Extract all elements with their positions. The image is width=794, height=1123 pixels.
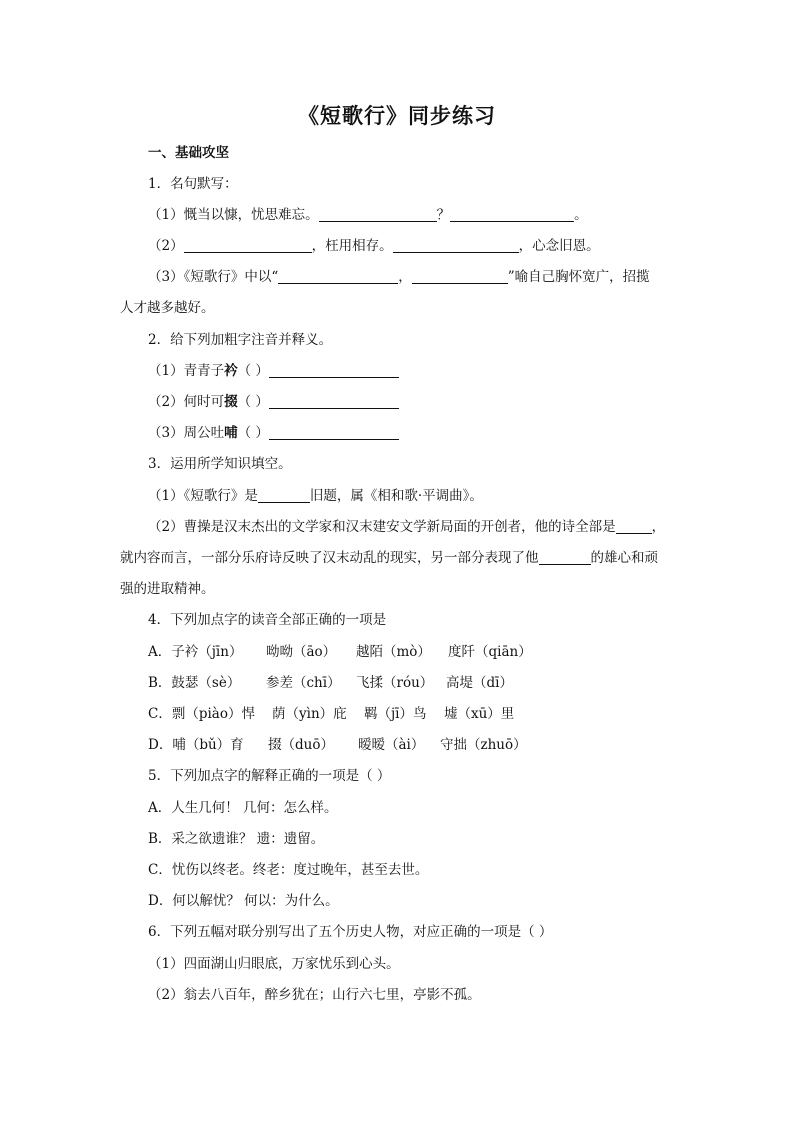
q4-stem: 4．下列加点字的读音全部正确的一项是 [148, 612, 387, 628]
q2-item-2: （2）何时可掇（ ） [148, 390, 794, 414]
q5-option-c: C．忧伤以终老。终老：度过晚年，甚至去世。 [148, 862, 429, 878]
page-title: 《短歌行》同步练习 [298, 103, 496, 128]
answer-blank[interactable] [258, 486, 310, 503]
q3-stem: 3．运用所学知识填空。 [148, 456, 292, 472]
q6-item-2: （2）翁去八百年，醉乡犹在；山行六七里，亭影不孤。 [148, 987, 481, 1003]
q4-option-d: D．哺（bǔ）育 掇（duō） 暧暧（ài） 守拙（zhuō） [148, 737, 527, 753]
q5-option-a: A．人生几何！ 几何：怎么样。 [148, 800, 338, 816]
q2-stem: 2．给下列加粗字注音并释义。 [148, 332, 333, 348]
section-heading: 一、基础攻坚 [148, 145, 229, 161]
answer-blank[interactable] [539, 548, 591, 565]
q3-item-2: （2）曹操是汉末杰出的文学家和汉末建安文学新局面的开创者，他的诗全部是 ， [148, 519, 666, 535]
answer-blank[interactable] [412, 267, 508, 284]
q1-item-1: （1）慨当以慷，忧思难忘。 ？ 。 [148, 207, 588, 223]
q4-option-a: A．子衿（jīn） 呦呦（āo） 越陌（mò） 度阡（qiān） [148, 644, 532, 660]
q3-item-2-line3: 强的进取精神。 [120, 581, 215, 597]
q1-item-2: （2） ，枉用相存。 ，心念旧恩。 [148, 238, 600, 254]
answer-blank[interactable] [616, 517, 652, 534]
q5-option-d: D．何以解忧？ 何以：为什么。 [148, 893, 339, 909]
answer-blank[interactable] [319, 205, 437, 222]
q3-item-2-line2: 就内容而言，一部分乐府诗反映了汉末动乱的现实，另一部分表现了他 的雄心和顽 [120, 550, 658, 566]
q6-item-1: （1）四面湖山归眼底，万家忧乐到心头。 [148, 956, 400, 972]
q1-item-3: （3）《短歌行》中以“ ， ”喻自己胸怀宽广，招揽 [148, 269, 650, 285]
q3-item-1: （1）《短歌行》是 旧题，属《相和歌·平调曲》。 [148, 488, 483, 504]
q2-item-3: （3）周公吐哺（ ） [148, 421, 794, 445]
q1-item-3-continued: 人才越多越好。 [120, 300, 215, 316]
answer-blank[interactable] [269, 361, 399, 378]
q6-stem: 6．下列五幅对联分别写出了五个历史人物，对应正确的一项是（ ） [148, 924, 553, 940]
q1-stem: 1．名句默写： [148, 176, 238, 192]
q2-item-1: （1）青青子衿（ ） [148, 359, 794, 383]
q4-option-b: B．鼓瑟（sè） 参差（chī） 飞揉（róu） 高堤（dī） [148, 675, 513, 691]
q5-option-b: B．采之欲遗谁？ 遗：遗留。 [148, 831, 325, 847]
answer-blank[interactable] [278, 267, 398, 284]
answer-blank[interactable] [269, 423, 399, 440]
q5-stem: 5．下列加点字的解释正确的一项是（ ） [148, 768, 391, 784]
answer-blank[interactable] [184, 236, 312, 253]
answer-blank[interactable] [269, 392, 399, 409]
q4-option-c: C．剽（piào）悍 荫（yìn）庇 羁（jī）鸟 墟（xū）里 [148, 706, 515, 722]
answer-blank[interactable] [450, 205, 574, 222]
answer-blank[interactable] [393, 236, 519, 253]
